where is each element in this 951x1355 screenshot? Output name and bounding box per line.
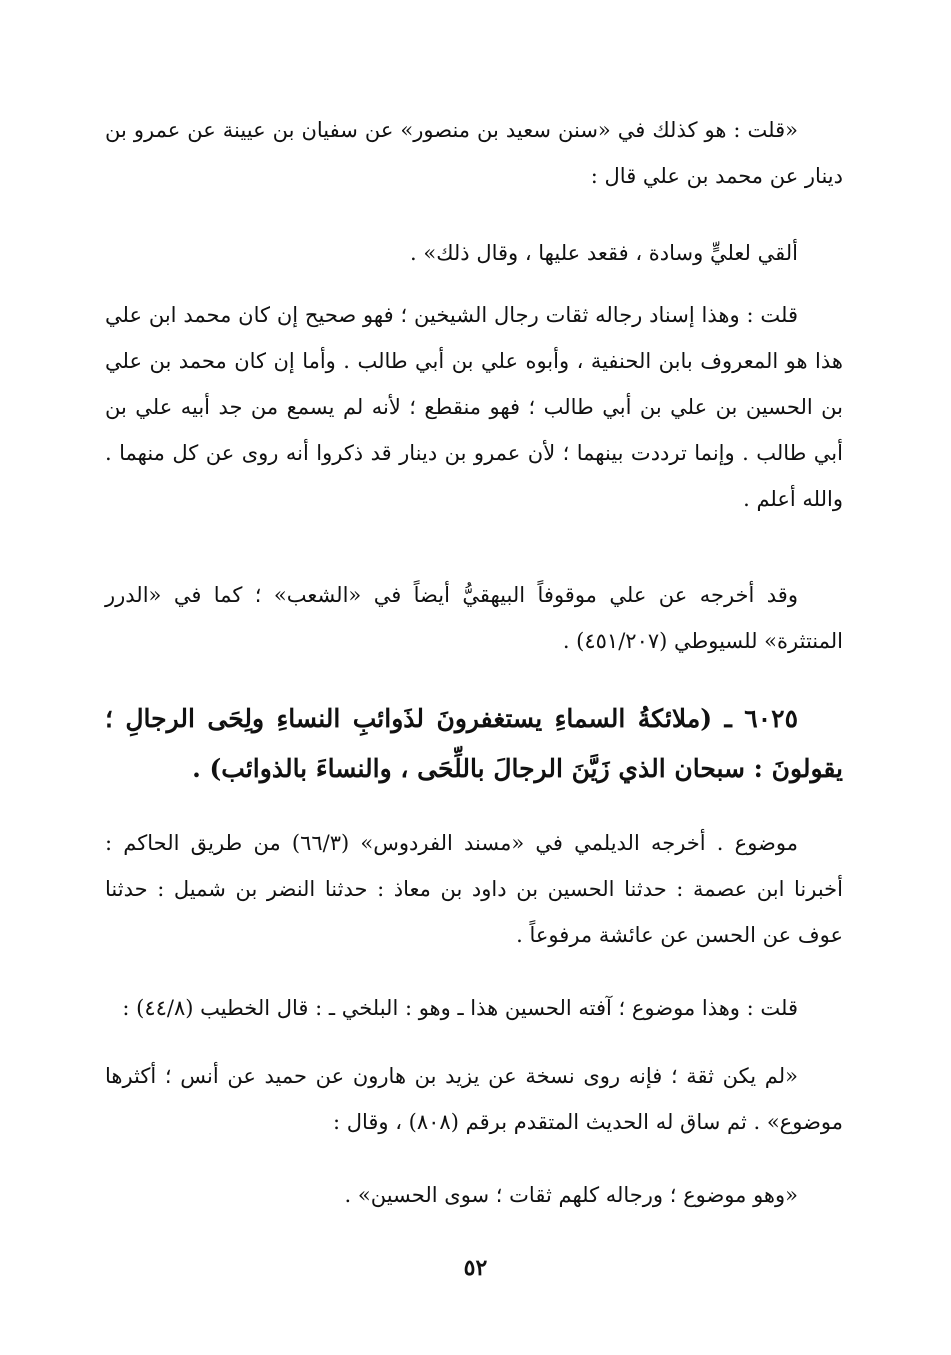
hadith-heading xyxy=(105,694,843,794)
paragraph-text: وقد أخرجه عن علي موقوفاً البيهقيُّ أيضاً في «الشعب» ؛ كما في «الدرر المنتثرة» للسيوطي (٤٥١/٢٠٧) . xyxy=(105,583,843,653)
paragraph-text: ألقي لعليٍّ وسادة ، فقعد عليها ، وقال ذلك» . xyxy=(410,241,798,265)
paragraph-mawdu xyxy=(105,820,843,958)
paragraph-text: موضوع . أخرجه الديلمي في «مسند الفردوس» (٦٦/٣) من طريق الحاكم : أخبرنا ابن عصمة : حدثنا الحسين بن داود بن معاذ : حدثنا النضر بن شميل : حدثنا عوف عن الحسن عن عائشة مرفوعاً . xyxy=(105,831,843,947)
paragraph-khatib xyxy=(105,985,843,1031)
paragraph-quote-end xyxy=(105,230,843,276)
paragraph-text: قلت : وهذا إسناد رجاله ثقات رجال الشيخين ؛ فهو صحيح إن كان محمد ابن علي هذا هو المعروف بابن الحنفية ، وأبوه علي بن أبي طالب . وأما إن كان محمد بن علي بن الحسين بن علي بن أبي طالب ؛ فهو منقطع ؛ لأنه لم يسمع من جد أبيه علي بن أبي طالب . وإنما ترددت بينهما ؛ لأن عمرو بن دينار قد ذكروا أنه روى عن كل منهما . والله أعلم . xyxy=(105,303,843,511)
hadith-heading-text: ٦٠٢٥ ـ (ملائكةُ السماءِ يستغفرونَ لذَوائبِ النساءِ ولِحَى الرجالِ ؛ يقولونَ : سبحان الذي زَيَّنَ الرجالَ باللِّحَى ، والنساءَ بالذوائب) . xyxy=(105,704,843,783)
paragraph-text: «لم يكن ثقة ؛ فإنه روى نسخة عن يزيد بن هارون عن حميد عن أنس ؛ أكثرها موضوع» . ثم ساق له الحديث المتقدم برقم (٨٠٨) ، وقال : xyxy=(105,1064,843,1134)
paragraph-bayhaqi xyxy=(105,572,843,664)
paragraph-text: قلت : وهذا موضوع ؛ آفته الحسين هذا ـ وهو : البلخي ـ : قال الخطيب (٤٤/٨) : xyxy=(122,996,798,1020)
paragraph-khatib-quote xyxy=(105,1053,843,1145)
paragraph-quote-sunan xyxy=(105,107,843,199)
paragraph-text: «وهو موضوع ؛ ورجاله كلهم ثقات ؛ سوى الحسين» . xyxy=(344,1183,798,1207)
paragraph-final-quote xyxy=(105,1172,843,1218)
paragraph-text: «قلت : هو كذلك في «سنن سعيد بن منصور» عن سفيان بن عيينة عن عمرو بن دينار عن محمد بن علي قال : xyxy=(105,118,843,188)
page-number: ٥٢ xyxy=(463,1255,488,1281)
paragraph-isnad-analysis xyxy=(105,292,843,522)
